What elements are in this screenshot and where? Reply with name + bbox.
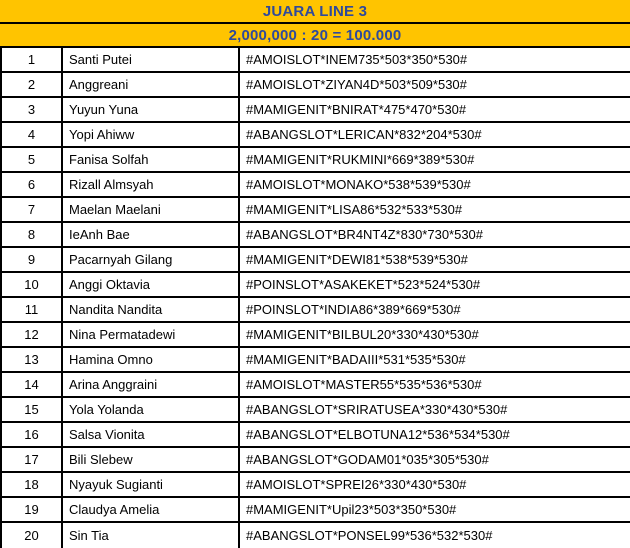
table-row [0,298,630,323]
rank-cell: 6 [2,173,63,196]
rank-cell: 16 [2,423,63,446]
rank-cell: 4 [2,123,63,146]
rank-cell: 17 [2,448,63,471]
table-row [0,223,630,248]
prize-code-cell: #ABANGSLOT*ELBOTUNA12*536*534*530# [246,427,510,442]
table-row [0,373,630,398]
prize-code-cell: #ABANGSLOT*PONSEL99*536*532*530# [246,528,493,543]
table-row [0,148,630,173]
rank-cell: 9 [2,248,63,271]
rank-cell: 2 [2,73,63,96]
prize-code-cell: #MAMIGENIT*BNIRAT*475*470*530# [246,102,467,117]
rank-cell: 14 [2,373,63,396]
winner-name-cell: Nandita Nandita [63,298,240,321]
table-title: JUARA LINE 3 [0,0,630,24]
table-row [0,498,630,523]
table-row [0,423,630,448]
winner-name-cell: Fanisa Solfah [63,148,240,171]
prize-code-cell: #ABANGSLOT*LERICAN*832*204*530# [246,127,482,142]
table-row [0,173,630,198]
winner-name-cell: Yopi Ahiww [63,123,240,146]
prize-code-cell: #MAMIGENIT*BADAIII*531*535*530# [246,352,466,367]
table-row [0,123,630,148]
prize-code-cell: #MAMIGENIT*LISA86*532*533*530# [246,202,463,217]
winner-name-cell: Santi Putei [63,48,240,71]
winner-name-cell: Yuyun Yuna [63,98,240,121]
rank-cell: 12 [2,323,63,346]
table-row [0,48,630,73]
winner-name-cell: Hamina Omno [63,348,240,371]
rank-cell: 8 [2,223,63,246]
prize-code-cell: #POINSLOT*INDIA86*389*669*530# [246,302,461,317]
table-row [0,348,630,373]
winner-name-cell: Nina Permatadewi [63,323,240,346]
winners-table-body [0,48,630,548]
rank-cell: 19 [2,498,63,521]
prize-code-cell: #AMOISLOT*SPREI26*330*430*530# [246,477,467,492]
table-row [0,198,630,223]
winner-name-cell: Bili Slebew [63,448,240,471]
rank-cell: 3 [2,98,63,121]
winner-name-cell: IeAnh Bae [63,223,240,246]
table-row [0,523,630,548]
table-row [0,98,630,123]
table-row [0,273,630,298]
rank-cell: 11 [2,298,63,321]
prize-code-cell: #ABANGSLOT*SRIRATUSEA*330*430*530# [246,402,508,417]
table-row [0,248,630,273]
prize-code-cell: #MAMIGENIT*DEWI81*538*539*530# [246,252,468,267]
prize-code-cell: #POINSLOT*ASAKEKET*523*524*530# [246,277,481,292]
rank-cell: 20 [2,523,63,548]
prize-code-cell: #AMOISLOT*ZIYAN4D*503*509*530# [246,77,467,92]
rank-cell: 1 [2,48,63,71]
table-row [0,323,630,348]
prize-code-cell: #AMOISLOT*MASTER55*535*536*530# [246,377,482,392]
table-row [0,73,630,98]
winner-name-cell: Anggreani [63,73,240,96]
prize-code-cell: #MAMIGENIT*BILBUL20*330*430*530# [246,327,479,342]
rank-cell: 5 [2,148,63,171]
winner-name-cell: Nyayuk Sugianti [63,473,240,496]
rank-cell: 10 [2,273,63,296]
table-row [0,473,630,498]
rank-cell: 15 [2,398,63,421]
rank-cell: 7 [2,198,63,221]
winner-name-cell: Anggi Oktavia [63,273,240,296]
table-row [0,398,630,423]
prize-code-cell: #MAMIGENIT*Upil23*503*350*530# [246,502,457,517]
table-subtitle: 2,000,000 : 20 = 100.000 [0,24,630,48]
prize-code-cell: #MAMIGENIT*RUKMINI*669*389*530# [246,152,475,167]
prize-code-cell: #ABANGSLOT*BR4NT4Z*830*730*530# [246,227,484,242]
winner-name-cell: Yola Yolanda [63,398,240,421]
prize-code-cell: #AMOISLOT*MONAKO*538*539*530# [246,177,471,192]
table-row [0,448,630,473]
winner-name-cell: Claudya Amelia [63,498,240,521]
rank-cell: 13 [2,348,63,371]
rank-cell: 18 [2,473,63,496]
winner-name-cell: Maelan Maelani [63,198,240,221]
prize-code-cell: #ABANGSLOT*GODAM01*035*305*530# [246,452,489,467]
prize-code-cell: #AMOISLOT*INEM735*503*350*530# [246,52,468,67]
winner-name-cell: Pacarnyah Gilang [63,248,240,271]
winner-name-cell: Sin Tia [63,523,240,548]
winner-name-cell: Salsa Vionita [63,423,240,446]
winner-name-cell: Rizall Almsyah [63,173,240,196]
winner-name-cell: Arina Anggraini [63,373,240,396]
